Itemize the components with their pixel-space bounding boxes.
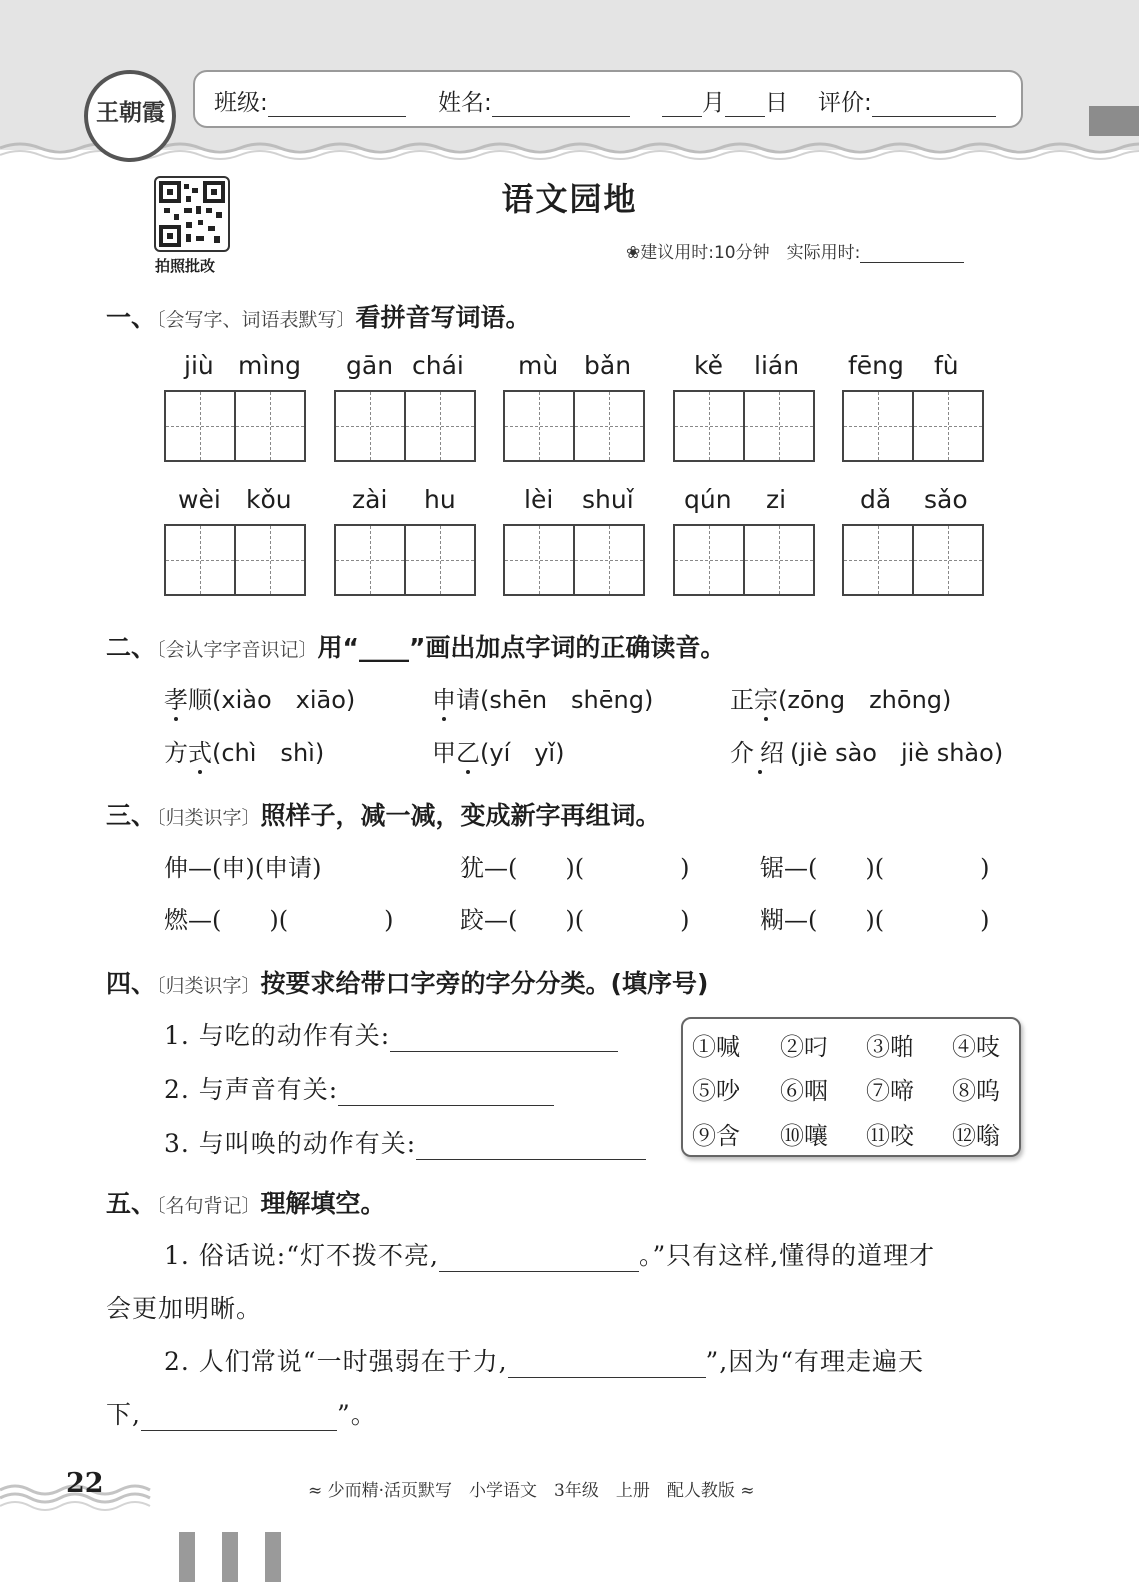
pinyin: gān bbox=[346, 351, 394, 380]
dotted-char: 介绍 bbox=[730, 733, 790, 768]
section-5-heading bbox=[106, 1184, 386, 1220]
pinyin: dǎ bbox=[860, 485, 892, 514]
writing-grid[interactable] bbox=[673, 390, 815, 462]
writing-grid[interactable] bbox=[673, 524, 815, 596]
pinyin: kě bbox=[694, 351, 723, 380]
footer-bar bbox=[179, 1532, 195, 1582]
writing-grid[interactable] bbox=[164, 390, 306, 462]
fill-in-question-1[interactable]: 1. 俗话说:“灯不拨不亮, 。”只有这样,懂得的道理才 bbox=[164, 1241, 936, 1270]
section-text: 理解填空。 bbox=[260, 1189, 386, 1218]
class-label: 班级: bbox=[214, 90, 268, 116]
pinyin: zi bbox=[766, 485, 787, 514]
subtract-item: 伸—(申)(申请) bbox=[164, 854, 322, 882]
section-1-heading bbox=[106, 298, 531, 334]
writing-grid[interactable] bbox=[503, 390, 645, 462]
option: ⑪咬 bbox=[866, 1122, 914, 1150]
section-4-heading bbox=[106, 964, 708, 1000]
header-wave bbox=[0, 140, 1139, 162]
dotted-char: 乙 bbox=[456, 733, 480, 768]
reading-item[interactable]: 孝顺(xiào xiāo) bbox=[164, 680, 355, 715]
pinyin: hu bbox=[424, 485, 456, 514]
section-text: 看拼音写词语。 bbox=[355, 303, 531, 332]
pinyin-options: (chì shì) bbox=[212, 739, 325, 767]
option: ②叼 bbox=[780, 1033, 828, 1061]
reading-item[interactable] bbox=[730, 733, 1003, 768]
page-title: 语文园地 bbox=[501, 180, 638, 218]
subtract-item[interactable]: 糊—( )( ) bbox=[760, 906, 990, 934]
section-number: 三、 bbox=[106, 801, 157, 830]
pinyin: mù bbox=[518, 351, 559, 380]
section-text: 用“____”画出加点字词的正确读音。 bbox=[317, 633, 726, 662]
pinyin: kǒu bbox=[246, 485, 292, 514]
name-field[interactable] bbox=[438, 84, 630, 117]
option: ⑫嗡 bbox=[952, 1122, 1000, 1150]
classify-question[interactable]: 1. 与吃的动作有关: bbox=[164, 1016, 618, 1052]
section-3-heading bbox=[106, 796, 661, 832]
fill-in-question-2[interactable]: 2. 人们常说“一时强弱在于力, ”,因为“有理走遍天 bbox=[164, 1347, 925, 1376]
section-tag: 〔归类识字〕 bbox=[156, 975, 261, 997]
writing-grid[interactable] bbox=[842, 524, 984, 596]
pinyin-options: (jiè sào jiè shào) bbox=[790, 739, 1004, 767]
pinyin: chái bbox=[412, 351, 464, 380]
section-number: 二、 bbox=[106, 633, 157, 662]
reading-item[interactable]: 方式(chì shì) bbox=[164, 733, 324, 768]
logo-text: 王朝霞 bbox=[96, 99, 165, 126]
evaluation-label: 评价: bbox=[818, 90, 872, 116]
section-tag: 〔名句背记〕 bbox=[156, 1195, 261, 1217]
pinyin: fù bbox=[934, 351, 959, 380]
dotted-char: 宗 bbox=[754, 680, 778, 715]
writing-grid[interactable] bbox=[164, 524, 306, 596]
fill-in-question-1-cont: 会更加明晰。 bbox=[106, 1294, 263, 1323]
subtract-item[interactable]: 锯—( )( ) bbox=[760, 854, 990, 882]
writing-grid[interactable] bbox=[842, 390, 984, 462]
pinyin-options: (shēn shēng) bbox=[480, 686, 654, 714]
page-number: 22 bbox=[66, 1468, 104, 1499]
pinyin: lián bbox=[754, 351, 800, 380]
pinyin-options: (yí yǐ) bbox=[480, 739, 565, 767]
qr-label: 拍照批改 bbox=[155, 257, 216, 275]
pinyin-options: (zōng zhōng) bbox=[778, 686, 952, 714]
pinyin: jiù bbox=[184, 351, 214, 380]
pinyin-options: (xiào xiāo) bbox=[212, 686, 356, 714]
section-text: 按要求给带口字旁的字分分类。(填序号) bbox=[260, 969, 709, 998]
class-field[interactable] bbox=[214, 84, 406, 117]
footer-bar bbox=[222, 1532, 238, 1582]
classify-question[interactable]: 2. 与声音有关: bbox=[164, 1070, 554, 1106]
reading-item[interactable]: 申请(shēn shēng) bbox=[432, 680, 653, 715]
writing-grid[interactable] bbox=[334, 524, 476, 596]
section-number: 五、 bbox=[106, 1189, 157, 1218]
side-tab bbox=[1089, 106, 1139, 136]
pinyin: mìng bbox=[238, 351, 302, 380]
option: ③啪 bbox=[866, 1033, 914, 1061]
month-label: 月 bbox=[702, 90, 725, 116]
name-label: 姓名: bbox=[438, 90, 492, 116]
section-text: 照样子，减一减，变成新字再组词。 bbox=[260, 801, 661, 830]
pinyin: bǎn bbox=[584, 351, 632, 380]
pinyin: wèi bbox=[178, 485, 221, 514]
writing-grid[interactable] bbox=[503, 524, 645, 596]
subtract-item[interactable]: 燃—( )( ) bbox=[164, 906, 394, 934]
section-tag: 〔归类识字〕 bbox=[156, 807, 261, 829]
footer-text: ≈ 少而精·活页默写 小学语文 3年级 上册 配人教版 ≈ bbox=[308, 1481, 755, 1501]
subtract-item[interactable]: 跤—( )( ) bbox=[460, 906, 690, 934]
date-field[interactable] bbox=[662, 84, 788, 117]
section-tag: 〔会写字、词语表默写〕 bbox=[156, 309, 356, 331]
option: ⑩嚷 bbox=[780, 1122, 828, 1150]
pinyin: sǎo bbox=[924, 485, 968, 514]
dotted-char: 式 bbox=[188, 733, 212, 768]
option: ①喊 bbox=[692, 1033, 740, 1061]
suggested-time bbox=[626, 238, 964, 263]
pinyin: lèi bbox=[524, 485, 554, 514]
section-2-heading bbox=[106, 628, 725, 664]
subtract-item[interactable]: 犹—( )( ) bbox=[460, 854, 690, 882]
option: ⑦啼 bbox=[866, 1077, 914, 1105]
dotted-char: 申 bbox=[432, 680, 456, 715]
pinyin: fēng bbox=[848, 351, 904, 380]
reading-item[interactable]: 甲乙(yí yǐ) bbox=[432, 733, 564, 768]
option: ⑧呜 bbox=[952, 1077, 1000, 1105]
day-label: 日 bbox=[765, 90, 788, 116]
dotted-char: 孝 bbox=[164, 680, 188, 715]
option: ⑥咽 bbox=[780, 1077, 828, 1105]
fill-in-question-2-cont[interactable]: 下, ”。 bbox=[106, 1400, 377, 1429]
section-number: 一、 bbox=[106, 303, 157, 332]
option: ⑤吵 bbox=[692, 1077, 740, 1105]
pinyin: shuǐ bbox=[582, 485, 634, 514]
evaluation-field[interactable] bbox=[818, 84, 996, 117]
pinyin: qún bbox=[684, 485, 732, 514]
footer-bar bbox=[265, 1532, 281, 1582]
option: ④吱 bbox=[952, 1033, 1000, 1061]
option: ⑨含 bbox=[692, 1122, 740, 1150]
time-text: ❀建议用时:10分钟 实际用时: bbox=[626, 243, 861, 263]
reading-item[interactable]: 正宗(zōng zhōng) bbox=[730, 680, 951, 715]
classify-question[interactable]: 3. 与叫唤的动作有关: bbox=[164, 1124, 646, 1160]
section-tag: 〔会认字字音识记〕 bbox=[156, 639, 318, 661]
section-number: 四、 bbox=[106, 969, 157, 998]
writing-grid[interactable] bbox=[334, 390, 476, 462]
pinyin: zài bbox=[352, 485, 388, 514]
